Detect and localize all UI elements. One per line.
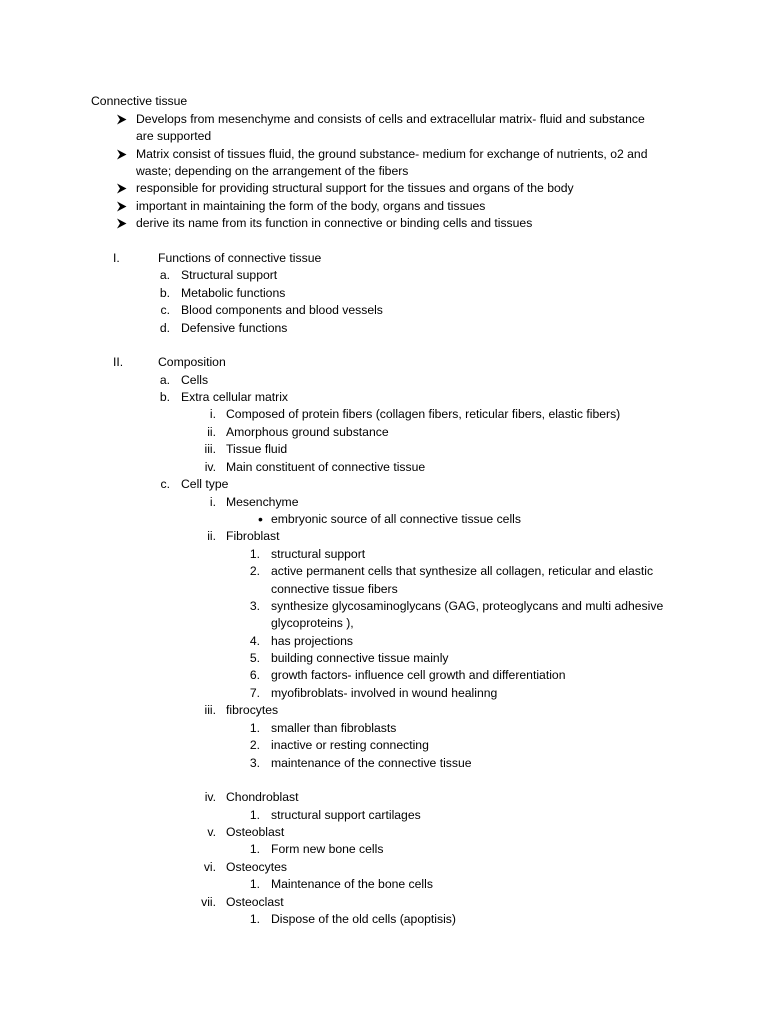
arrow-bullet-icon [116, 180, 128, 197]
list-item: Tissue fluid [226, 442, 288, 456]
list-marker: 1. [249, 912, 260, 926]
section-1-number: I. [113, 251, 120, 265]
list-item: Osteoclast [226, 895, 284, 909]
list-item: inactive or resting connecting [271, 738, 429, 752]
list-item: Blood components and blood vessels [181, 303, 383, 317]
list-item: connective tissue fibers [271, 582, 398, 596]
list-item: has projections [271, 634, 353, 648]
list-marker: b. [159, 390, 170, 404]
list-item: myofibroblats- involved in wound healinng [271, 686, 498, 700]
list-item: fibrocytes [226, 703, 279, 717]
list-marker: 4. [249, 634, 260, 648]
list-item: glycoproteins ), [271, 616, 354, 630]
list-marker: d. [159, 321, 170, 335]
list-item: structural support [271, 547, 366, 561]
list-marker: c. [160, 477, 170, 491]
arrow-bullet-icon [116, 111, 128, 128]
list-item: Cells [181, 373, 209, 387]
list-marker: vi. [203, 860, 216, 874]
list-item: Fibroblast [226, 529, 280, 543]
list-item: Osteocytes [226, 860, 287, 874]
intro-bullet-4: important in maintaining the form of the body, organs and tissues [136, 199, 486, 213]
list-marker: 1. [249, 547, 260, 561]
intro-bullet-3: responsible for providing structural support for the tissues and organs of the body [136, 181, 574, 195]
list-item: embryonic source of all connective tissue cells [271, 512, 521, 526]
list-marker: 1. [249, 808, 260, 822]
document-title: Connective tissue [91, 94, 188, 108]
intro-bullet-2-line-1: Matrix consist of tissues fluid, the ground substance- medium for exchange of nutrients, o2 and [136, 147, 648, 161]
list-item: Metabolic functions [181, 286, 286, 300]
list-item: Form new bone cells [271, 842, 384, 856]
list-marker: 7. [249, 686, 260, 700]
list-marker: b. [159, 286, 170, 300]
list-marker: a. [159, 373, 170, 387]
list-item: maintenance of the connective tissue [271, 756, 472, 770]
list-marker: ii. [207, 529, 216, 543]
list-marker: iii. [204, 442, 216, 456]
list-item: Extra cellular matrix [181, 390, 289, 404]
list-item: Chondroblast [226, 790, 299, 804]
bullet-dot-icon: • [258, 511, 263, 527]
list-item: Defensive functions [181, 321, 288, 335]
list-item: structural support cartilages [271, 808, 421, 822]
list-marker: v. [207, 825, 216, 839]
list-item: Dispose of the old cells (apoptisis) [271, 912, 456, 926]
list-item: building connective tissue mainly [271, 651, 449, 665]
arrow-bullet-icon [116, 146, 128, 163]
section-2-heading: Composition [158, 355, 226, 369]
list-marker: iii. [204, 703, 216, 717]
intro-bullet-1-line-2: are supported [136, 129, 212, 143]
section-2-number: II. [113, 355, 124, 369]
list-marker: c. [160, 303, 170, 317]
list-marker: 3. [249, 599, 260, 613]
intro-bullet-5: derive its name from its function in connective or binding cells and tissues [136, 216, 533, 230]
list-item: Maintenance of the bone cells [271, 877, 433, 891]
list-item: Mesenchyme [226, 495, 299, 509]
list-marker: i. [209, 407, 216, 421]
list-marker: i. [209, 495, 216, 509]
arrow-bullet-icon [116, 198, 128, 215]
list-marker: iv. [204, 460, 216, 474]
list-item: Structural support [181, 268, 278, 282]
list-item: smaller than fibroblasts [271, 721, 397, 735]
list-marker: a. [159, 268, 170, 282]
list-marker: 2. [249, 564, 260, 578]
list-marker: 3. [249, 756, 260, 770]
list-item: Osteoblast [226, 825, 285, 839]
list-marker: 5. [249, 651, 260, 665]
intro-bullet-2-line-2: waste; depending on the arrangement of the fibers [136, 164, 409, 178]
list-marker: ii. [207, 425, 216, 439]
list-item: Amorphous ground substance [226, 425, 389, 439]
section-1-heading: Functions of connective tissue [158, 251, 322, 265]
list-marker: 1. [249, 877, 260, 891]
list-marker: 2. [249, 738, 260, 752]
arrow-bullet-icon [116, 215, 128, 232]
list-item: growth factors- influence cell growth and differentiation [271, 668, 566, 682]
list-item: synthesize glycosaminoglycans (GAG, proteoglycans and multi adhesive [271, 599, 664, 613]
list-marker: 1. [249, 842, 260, 856]
list-marker: 6. [249, 668, 260, 682]
list-item: Main constituent of connective tissue [226, 460, 426, 474]
list-item: Cell type [181, 477, 229, 491]
list-marker: vii. [201, 895, 216, 909]
list-item: Composed of protein fibers (collagen fibers, reticular fibers, elastic fibers) [226, 407, 621, 421]
list-marker: 1. [249, 721, 260, 735]
list-marker: iv. [204, 790, 216, 804]
list-item: active permanent cells that synthesize all collagen, reticular and elastic [271, 564, 654, 578]
intro-bullet-1-line-1: Develops from mesenchyme and consists of cells and extracellular matrix- fluid and substance [136, 112, 645, 126]
